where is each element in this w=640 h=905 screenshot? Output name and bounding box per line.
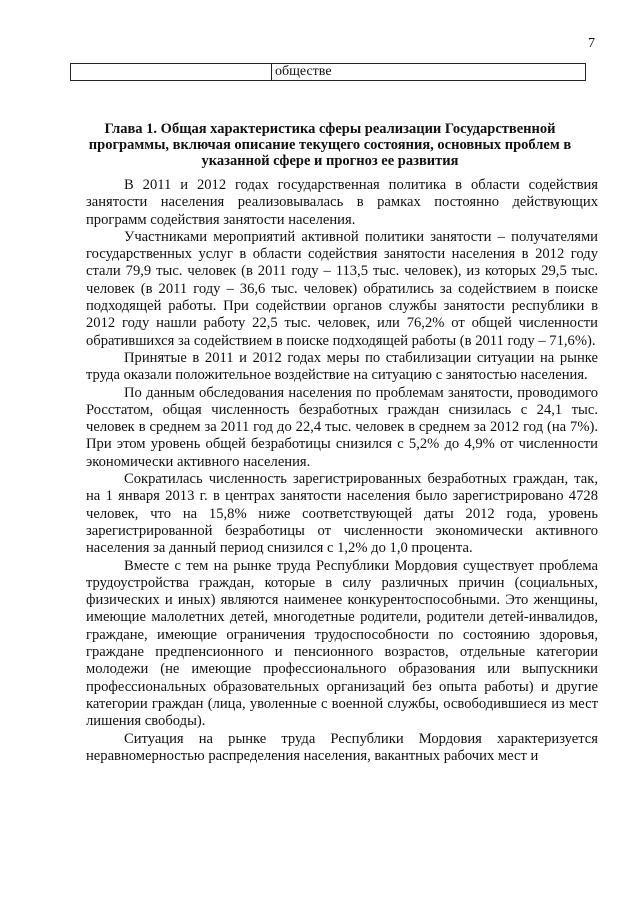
page-number: 7 [588, 36, 595, 51]
table-cell-left [71, 64, 272, 80]
body-text [86, 177, 598, 765]
paragraph: Сократилась численность зарегистрированных безработных граждан, так, на 1 января 2013 г. в центрах занятости населения было зарегистрировано 4728 человек, что на 15,8% ниже соответствующей даты 2012 года, уровень зарегистрированной безработицы от численности экономически активного населения за данный период снизился с 1,2% до 1,0 процента. [86, 471, 598, 557]
paragraph: Вместе с тем на рынке труда Республики Мордовия существует проблема трудоустройства граждан, которые в силу различных причин (социальных, физических и иных) являются наименее конкурентоспособными. Это женщины, имеющие малолетних детей, многодетные родители, родители детей-инвалидов, граждане, имеющие ограничения трудоспособности по состоянию здоровья, граждане предпенсионного и пенсионного возрастов, отдельные категории молодежи (не имеющие профессионального образования или выпускники профессиональных образовательных организаций без опыта работы) и другие категории граждан (лица, уволенные с военной службы, освободившиеся из мест лишения свободы). [86, 557, 598, 730]
paragraph: Участниками мероприятий активной политики занятости – получателями государственных услуг в области содействия занятости населения в 2012 году стали 79,9 тыс. человек (в 2011 году – 113,5 тыс. человек), из которых 29,5 тыс. человек (в 2011 году – 36,6 тыс. человек) обратились за содействием в поиске подходящей работы. При содействии органов службы занятости республики в 2012 году нашли работу 22,5 тыс. человек, или 76,2% от общей численности обратившихся за содействием в поиске подходящей работы (в 2011 году – 71,6%). [86, 228, 598, 349]
paragraph: Принятые в 2011 и 2012 годах меры по стабилизации ситуации на рынке труда оказали положительное воздействие на ситуацию с занятостью населения. [86, 349, 598, 384]
table-cell-right: обществе [275, 64, 332, 79]
paragraph: По данным обследования населения по проблемам занятости, проводимого Росстатом, общая численность безработных граждан снизилась с 24,1 тыс. человек в среднем за 2011 год до 22,4 тыс. человек в среднем за 2012 год (на 7%). При этом уровень общей безработицы снизился с 5,2% до 4,9% от численности экономически активного населения. [86, 384, 598, 470]
chapter-title: Глава 1. Общая характеристика сферы реализации Государственной программы, включая описание текущего состояния, основных проблем в указанной сфере и прогноз ее развития [88, 121, 572, 169]
table-fragment [70, 63, 586, 81]
paragraph: Ситуация на рынке труда Республики Мордовия характеризуется неравномерностью распределения населения, вакантных рабочих мест и [86, 730, 598, 764]
paragraph: В 2011 и 2012 годах государственная политика в области содействия занятости населения реализовывалась в рамках постоянно действующих программ содействия занятости населения. [86, 177, 598, 228]
